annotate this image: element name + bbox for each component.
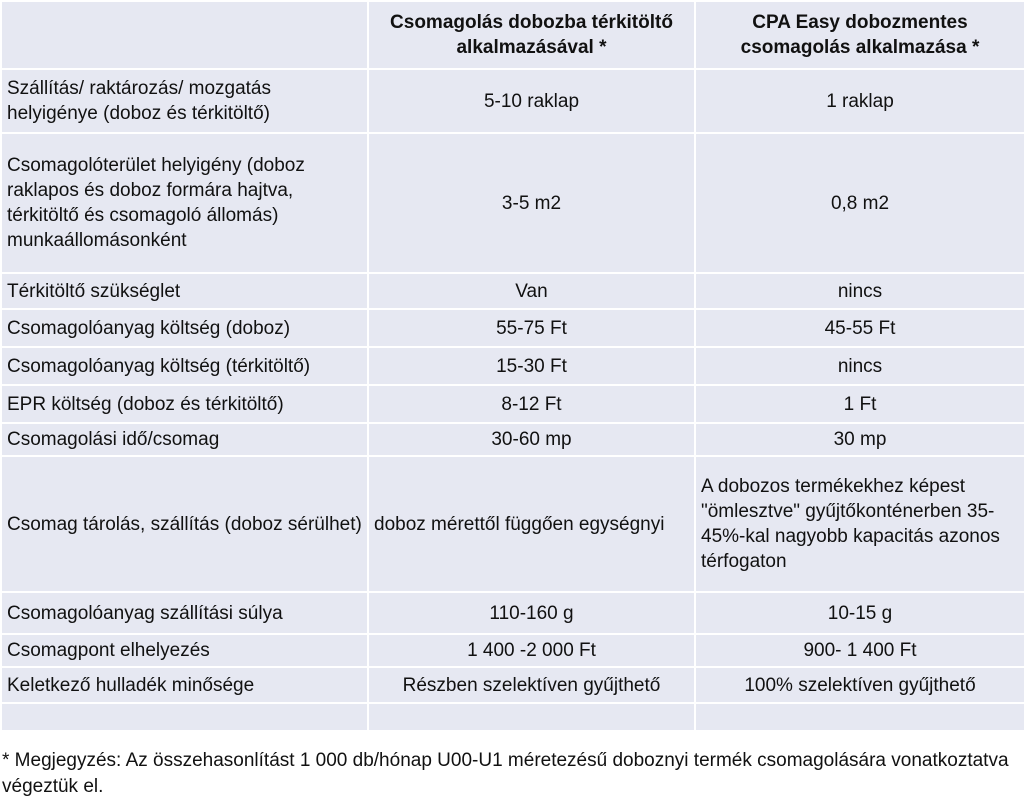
row-value-col1: 110-160 g — [368, 592, 695, 634]
table-row — [1, 667, 1024, 703]
table-row — [1, 423, 1024, 456]
row-value-col2: 0,8 m2 — [695, 133, 1024, 273]
table-row — [1, 133, 1024, 273]
header-cpa-easy: CPA Easy dobozmentes csomagolás alkalmazása * — [695, 1, 1024, 69]
row-value-col2: 10-15 g — [695, 592, 1024, 634]
row-label: Csomagolóanyag költség (doboz) — [1, 309, 368, 347]
header-blank-cell — [1, 1, 368, 69]
table-row — [1, 456, 1024, 592]
row-value-col1: 3-5 m2 — [368, 133, 695, 273]
row-label: Csomag tárolás, szállítás (doboz sérülhet) — [1, 456, 368, 592]
row-value-col2: nincs — [695, 273, 1024, 309]
row-value-col1: 30-60 mp — [368, 423, 695, 456]
header-row — [1, 1, 1024, 69]
row-label — [1, 703, 368, 731]
row-value-col2: 900- 1 400 Ft — [695, 634, 1024, 667]
row-label: Csomagolóanyag költség (térkitöltő) — [1, 347, 368, 385]
row-label: EPR költség (doboz és térkitöltő) — [1, 385, 368, 423]
header-box-packaging: Csomagolás dobozba térkitöltő alkalmazásával * — [368, 1, 695, 69]
row-value-col2: nincs — [695, 347, 1024, 385]
row-value-col2: 1 Ft — [695, 385, 1024, 423]
footnote: * Megjegyzés: Az összehasonlítást 1 000 db/hónap U00-U1 méretezésű doboznyi termék csomagolására vonatkoztatva végeztük el. — [2, 750, 1009, 797]
row-value-col2: 100% szelektíven gyűjthető — [695, 667, 1024, 703]
table-row — [1, 634, 1024, 667]
table-row — [1, 385, 1024, 423]
row-value-col1 — [368, 703, 695, 731]
table-row — [1, 347, 1024, 385]
table-row — [1, 309, 1024, 347]
row-label: Szállítás/ raktározás/ mozgatás helyigénye (doboz és térkitöltő) — [1, 69, 368, 133]
row-value-col2: 1 raklap — [695, 69, 1024, 133]
row-value-col1: Van — [368, 273, 695, 309]
row-value-col2: 45-55 Ft — [695, 309, 1024, 347]
row-value-col1: 8-12 Ft — [368, 385, 695, 423]
row-value-col1: doboz mérettől függően egységnyi — [368, 456, 695, 592]
row-value-col1: 15-30 Ft — [368, 347, 695, 385]
table-row — [1, 703, 1024, 731]
row-label: Csomagpont elhelyezés — [1, 634, 368, 667]
row-value-col2: A dobozos termékekhez képest "ömlesztve" gyűjtőkonténerben 35-45%-kal nagyobb kapacitás azonos térfogaton — [695, 456, 1024, 592]
table-row — [1, 69, 1024, 133]
row-value-col2: 30 mp — [695, 423, 1024, 456]
row-value-col1: 1 400 -2 000 Ft — [368, 634, 695, 667]
row-value-col1: 5-10 raklap — [368, 69, 695, 133]
row-value-col1: 55-75 Ft — [368, 309, 695, 347]
row-value-col1: Részben szelektíven gyűjthető — [368, 667, 695, 703]
row-value-col2 — [695, 703, 1024, 731]
row-label: Csomagolóanyag szállítási súlya — [1, 592, 368, 634]
row-label: Térkitöltő szükséglet — [1, 273, 368, 309]
row-label: Csomagolási idő/csomag — [1, 423, 368, 456]
table-row — [1, 592, 1024, 634]
table-row — [1, 273, 1024, 309]
row-label: Keletkező hulladék minősége — [1, 667, 368, 703]
row-label: Csomagolóterület helyigény (doboz raklapos és doboz formára hajtva, térkitöltő és csomagoló állomás) munkaállomásonként — [1, 133, 368, 273]
